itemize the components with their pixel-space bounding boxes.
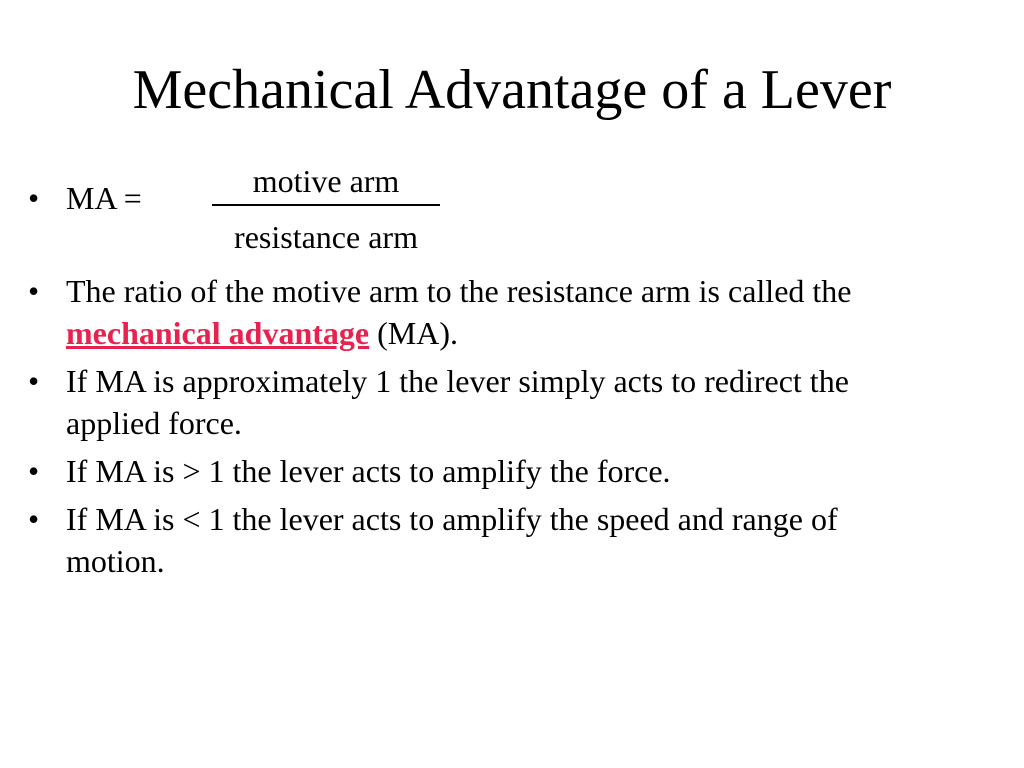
formula-bullet [28,163,628,256]
bullet-marker: • [28,273,40,309]
bullet-item-ma-greater-one [28,450,928,492]
bullet-marker: • [28,180,40,216]
bullet-list [28,270,928,588]
formula-label: MA = [66,180,142,216]
bullet-text-before: The ratio of the motive arm to the resistance arm is called the [66,273,852,309]
slide-title: Mechanical Advantage of a Lever [132,59,892,121]
fraction-bar [212,204,440,206]
bullet-text: If MA is < 1 the lever acts to amplify the speed and range of motion. [66,501,838,579]
bullet-text: If MA is > 1 the lever acts to amplify the force. [66,453,671,489]
bullet-marker: • [28,501,40,537]
bullet-item-ma-less-one [28,498,928,582]
formula-denominator: resistance arm [234,219,418,255]
bullet-marker: • [28,363,40,399]
formula-fraction [212,163,440,255]
bullet-text: If MA is approximately 1 the lever simply acts to redirect the applied force. [66,363,849,441]
bullet-item-ratio [28,270,928,354]
bullet-marker: • [28,453,40,489]
bullet-item-ma-equal-one [28,360,928,444]
mechanical-advantage-link[interactable]: mechanical advantage [66,315,370,351]
formula-numerator: motive arm [252,163,400,199]
bullet-text-after: (MA). [369,315,458,351]
